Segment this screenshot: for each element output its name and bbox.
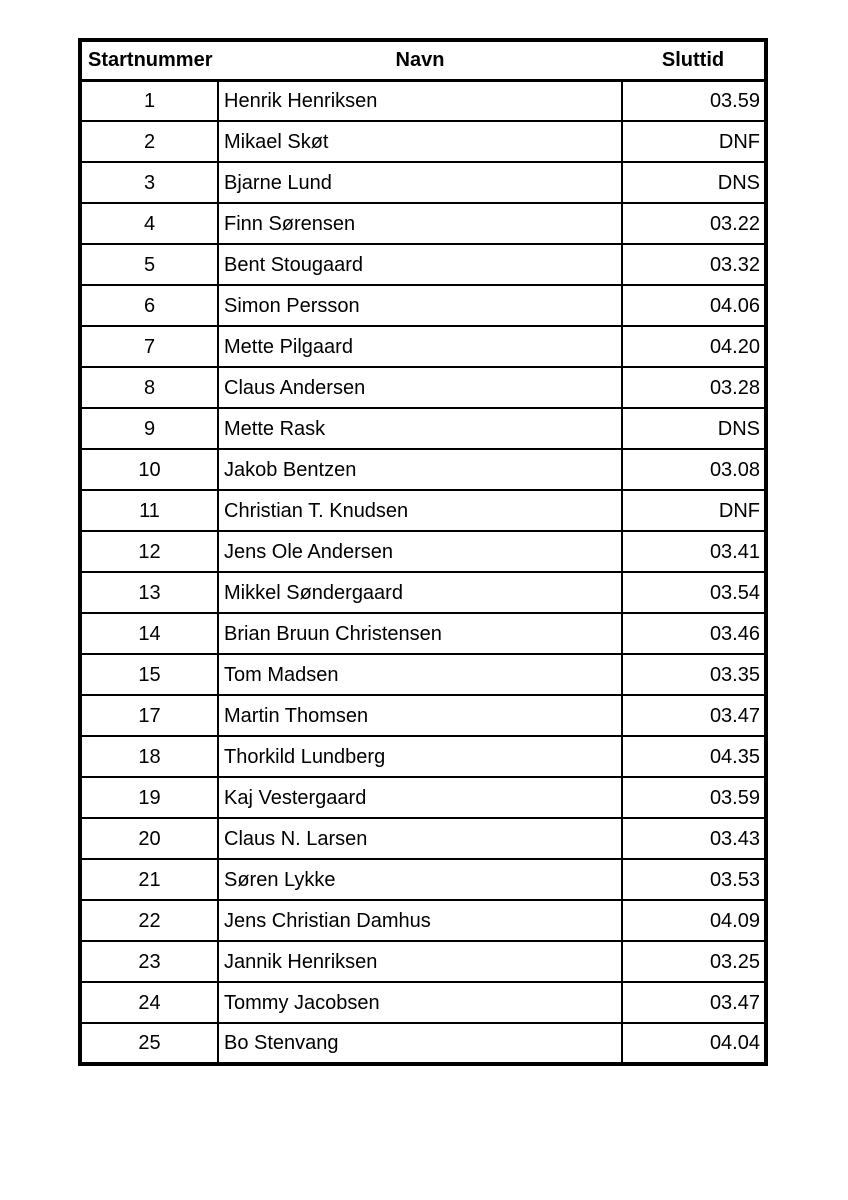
cell-startnummer: 11	[80, 490, 218, 531]
table-row	[80, 736, 766, 777]
cell-sluttid: 03.28	[622, 367, 766, 408]
cell-navn: Simon Persson	[218, 285, 622, 326]
table-body	[80, 80, 766, 1064]
cell-sluttid: 03.54	[622, 572, 766, 613]
cell-startnummer: 22	[80, 900, 218, 941]
cell-sluttid: DNS	[622, 408, 766, 449]
cell-sluttid: 03.46	[622, 613, 766, 654]
table-row	[80, 531, 766, 572]
cell-sluttid: 04.04	[622, 1023, 766, 1064]
cell-sluttid: DNF	[622, 121, 766, 162]
cell-navn: Jakob Bentzen	[218, 449, 622, 490]
table-row	[80, 367, 766, 408]
cell-startnummer: 15	[80, 654, 218, 695]
cell-startnummer: 18	[80, 736, 218, 777]
table-row	[80, 1023, 766, 1064]
cell-navn: Søren Lykke	[218, 859, 622, 900]
cell-sluttid: 03.59	[622, 777, 766, 818]
cell-sluttid: 03.41	[622, 531, 766, 572]
table-row	[80, 982, 766, 1023]
table-row	[80, 121, 766, 162]
cell-startnummer: 2	[80, 121, 218, 162]
cell-sluttid: 03.53	[622, 859, 766, 900]
cell-navn: Jens Christian Damhus	[218, 900, 622, 941]
column-header-navn: Navn	[218, 40, 622, 80]
table-row	[80, 654, 766, 695]
cell-navn: Claus Andersen	[218, 367, 622, 408]
cell-navn: Brian Bruun Christensen	[218, 613, 622, 654]
table-row	[80, 449, 766, 490]
cell-navn: Kaj Vestergaard	[218, 777, 622, 818]
cell-navn: Finn Sørensen	[218, 203, 622, 244]
table-row	[80, 80, 766, 121]
cell-startnummer: 19	[80, 777, 218, 818]
cell-startnummer: 10	[80, 449, 218, 490]
table-row	[80, 572, 766, 613]
cell-startnummer: 13	[80, 572, 218, 613]
table-row	[80, 490, 766, 531]
cell-navn: Claus N. Larsen	[218, 818, 622, 859]
cell-navn: Tom Madsen	[218, 654, 622, 695]
header-row	[80, 40, 766, 80]
cell-startnummer: 8	[80, 367, 218, 408]
cell-sluttid: 04.20	[622, 326, 766, 367]
cell-navn: Mikael Skøt	[218, 121, 622, 162]
cell-navn: Martin Thomsen	[218, 695, 622, 736]
cell-startnummer: 3	[80, 162, 218, 203]
cell-navn: Thorkild Lundberg	[218, 736, 622, 777]
cell-navn: Bo Stenvang	[218, 1023, 622, 1064]
column-header-startnummer: Startnummer	[80, 40, 218, 80]
table-row	[80, 900, 766, 941]
cell-sluttid: 03.47	[622, 695, 766, 736]
cell-startnummer: 23	[80, 941, 218, 982]
cell-startnummer: 21	[80, 859, 218, 900]
cell-sluttid: 03.25	[622, 941, 766, 982]
cell-startnummer: 20	[80, 818, 218, 859]
table-row	[80, 613, 766, 654]
cell-startnummer: 4	[80, 203, 218, 244]
cell-sluttid: 04.35	[622, 736, 766, 777]
table-row	[80, 162, 766, 203]
cell-navn: Bent Stougaard	[218, 244, 622, 285]
cell-startnummer: 25	[80, 1023, 218, 1064]
cell-startnummer: 24	[80, 982, 218, 1023]
cell-sluttid: 03.35	[622, 654, 766, 695]
cell-startnummer: 6	[80, 285, 218, 326]
column-header-sluttid: Sluttid	[622, 40, 766, 80]
table-row	[80, 408, 766, 449]
cell-sluttid: 03.22	[622, 203, 766, 244]
cell-sluttid: DNF	[622, 490, 766, 531]
cell-startnummer: 1	[80, 80, 218, 121]
cell-navn: Jannik Henriksen	[218, 941, 622, 982]
cell-navn: Tommy Jacobsen	[218, 982, 622, 1023]
table-row	[80, 941, 766, 982]
cell-startnummer: 12	[80, 531, 218, 572]
results-table	[78, 38, 768, 1066]
cell-startnummer: 17	[80, 695, 218, 736]
table-row	[80, 695, 766, 736]
cell-startnummer: 7	[80, 326, 218, 367]
cell-sluttid: 03.43	[622, 818, 766, 859]
table-row	[80, 818, 766, 859]
table-row	[80, 203, 766, 244]
cell-sluttid: 03.32	[622, 244, 766, 285]
cell-sluttid: 03.08	[622, 449, 766, 490]
cell-navn: Bjarne Lund	[218, 162, 622, 203]
table-row	[80, 244, 766, 285]
cell-startnummer: 5	[80, 244, 218, 285]
cell-navn: Jens Ole Andersen	[218, 531, 622, 572]
cell-navn: Mette Pilgaard	[218, 326, 622, 367]
cell-sluttid: 04.06	[622, 285, 766, 326]
cell-startnummer: 9	[80, 408, 218, 449]
table-row	[80, 777, 766, 818]
table-row	[80, 285, 766, 326]
cell-sluttid: 03.47	[622, 982, 766, 1023]
cell-sluttid: 04.09	[622, 900, 766, 941]
cell-navn: Mikkel Søndergaard	[218, 572, 622, 613]
cell-sluttid: DNS	[622, 162, 766, 203]
cell-navn: Mette Rask	[218, 408, 622, 449]
cell-navn: Christian T. Knudsen	[218, 490, 622, 531]
table-row	[80, 859, 766, 900]
cell-startnummer: 14	[80, 613, 218, 654]
cell-sluttid: 03.59	[622, 80, 766, 121]
cell-navn: Henrik Henriksen	[218, 80, 622, 121]
table-row	[80, 326, 766, 367]
